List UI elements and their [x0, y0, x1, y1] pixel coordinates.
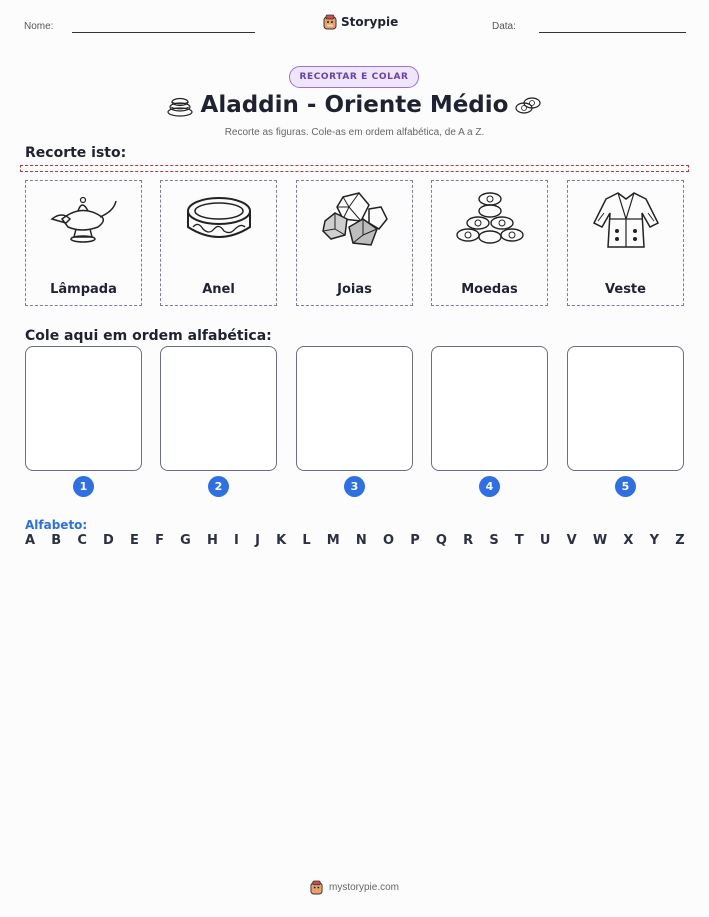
coins-icon [454, 189, 526, 251]
alphabet-letter: I [234, 533, 239, 548]
ring-icon [183, 189, 255, 251]
paste-box-2[interactable] [160, 346, 277, 471]
alphabet-letter: K [276, 533, 287, 548]
alphabet-letter: E [130, 533, 139, 548]
alphabet-letter: Q [435, 533, 447, 548]
storypie-mascot-icon [310, 880, 323, 895]
cut-card-jewels[interactable] [296, 180, 413, 306]
alphabet-letter: N [355, 533, 367, 548]
jewels-icon [319, 189, 391, 251]
storypie-mascot-icon [323, 14, 337, 30]
paste-box-4[interactable] [431, 346, 548, 471]
slot-number: 3 [344, 476, 365, 497]
slot-number: 1 [73, 476, 94, 497]
paste-box-5[interactable] [567, 346, 684, 471]
paste-box-3[interactable] [296, 346, 413, 471]
slot-number: 4 [479, 476, 500, 497]
alphabet-letter: S [489, 533, 499, 548]
date-field-line[interactable] [539, 32, 686, 33]
alphabet-letter: D [103, 533, 114, 548]
alphabet-letter: V [566, 533, 577, 548]
card-label: Joias [337, 282, 372, 297]
card-label: Anel [202, 282, 235, 297]
alphabet-letter: Z [675, 533, 685, 548]
cut-line [20, 165, 689, 172]
alphabet-letter: W [592, 533, 608, 548]
coins-stack-icon [514, 94, 542, 116]
alphabet-letter: B [51, 533, 62, 548]
alphabet-letter: J [255, 533, 260, 548]
alphabet-letter: Y [649, 533, 660, 548]
alphabet-letter: G [180, 533, 191, 548]
slot-number: 2 [208, 476, 229, 497]
robe-icon [590, 189, 662, 251]
activity-badge: RECORTAR E COLAR [289, 66, 419, 88]
lamp-icon [48, 189, 120, 251]
paste-section-label: Cole aqui em ordem alfabética: [25, 328, 272, 344]
alphabet-letter: R [463, 533, 474, 548]
alphabet-letter: H [206, 533, 218, 548]
alphabet-letter: T [514, 533, 524, 548]
cut-card-lamp[interactable] [25, 180, 142, 306]
footer-site[interactable]: mystorypie.com [328, 882, 399, 893]
cut-card-ring[interactable] [160, 180, 277, 306]
alphabet-letter: P [410, 533, 420, 548]
date-label: Data: [492, 21, 516, 32]
instructions: Recorte as figuras. Cole-as em ordem alfabética, de A a Z. [224, 127, 485, 138]
alphabet-letter: O [382, 533, 395, 548]
paste-box-1[interactable] [25, 346, 142, 471]
cut-card-coins[interactable] [431, 180, 548, 306]
page-title: Aladdin - Oriente Médio [200, 92, 509, 118]
card-label: Moedas [461, 282, 518, 297]
alphabet-letter: X [623, 533, 634, 548]
footer [0, 880, 709, 895]
cut-section-label: Recorte isto: [25, 145, 127, 161]
alphabet-letter: A [25, 533, 36, 548]
alphabet-letter: U [539, 533, 551, 548]
alphabet-letter: L [302, 533, 311, 548]
alphabet-label: Alfabeto: [25, 518, 88, 532]
alphabet-letter: F [155, 533, 164, 548]
slot-number: 5 [615, 476, 636, 497]
alphabet-row [25, 533, 685, 548]
name-field-line[interactable] [72, 32, 255, 33]
name-label: Nome: [24, 21, 54, 32]
alphabet-letter: M [326, 533, 340, 548]
brand-name: Storypie [341, 15, 399, 29]
alphabet-letter: C [77, 533, 87, 548]
brand-logo [323, 14, 398, 30]
cut-card-robe[interactable] [567, 180, 684, 306]
card-label: Lâmpada [50, 282, 117, 297]
card-label: Veste [605, 282, 646, 297]
